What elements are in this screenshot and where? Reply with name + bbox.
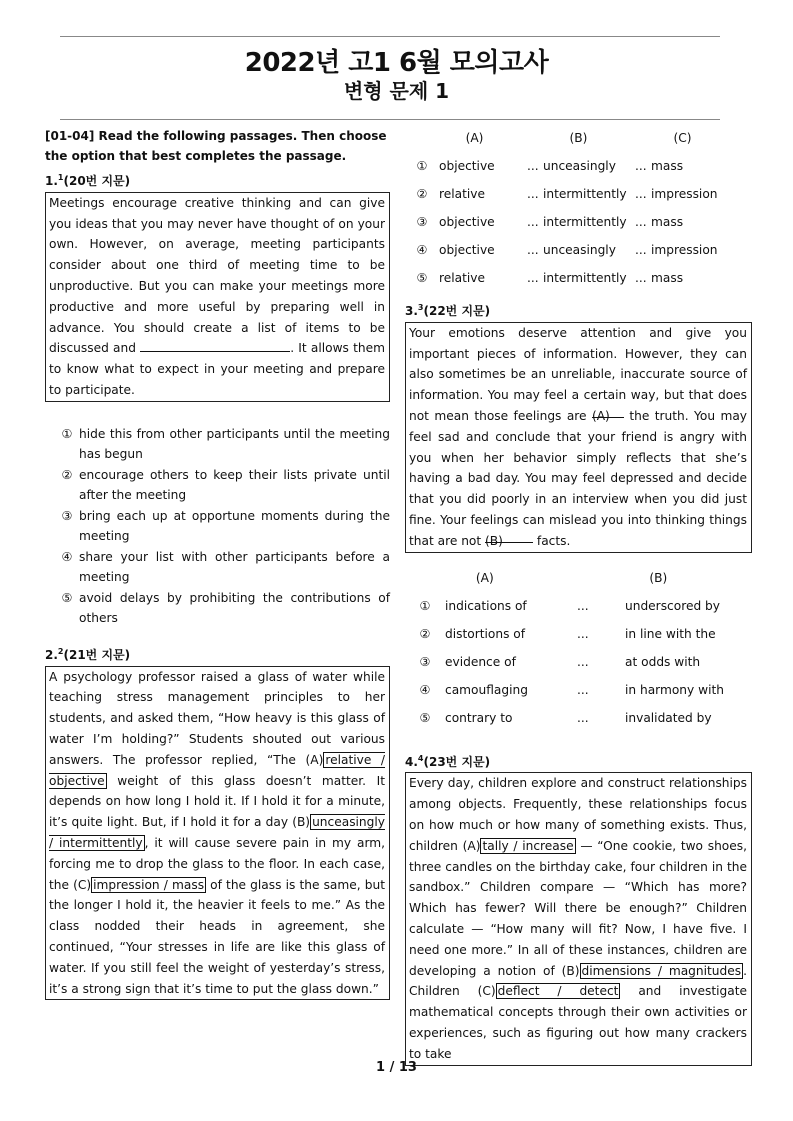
q3-heading: 3.$^3$(22번 지문) xyxy=(405,303,491,318)
option-sep: ... xyxy=(527,214,539,229)
option-sep: ... xyxy=(635,158,647,173)
q4-choice-a-box: tally / increase xyxy=(482,838,574,853)
option-sep: ... xyxy=(635,186,647,201)
top-rule xyxy=(60,36,720,37)
option-c: mass xyxy=(651,158,684,173)
option-number: ③ xyxy=(419,655,431,670)
q4-choice-b-box: dimensions / magnitudes xyxy=(581,963,742,978)
q3-option[interactable] xyxy=(405,677,752,705)
option-b: intermittently xyxy=(543,214,627,229)
q1-options xyxy=(45,424,390,628)
option-b: at odds with xyxy=(625,655,701,670)
option-sep: ... xyxy=(577,711,589,726)
q1-heading: 1.$^1$(20번 지문) xyxy=(45,173,131,188)
option-sep: ... xyxy=(635,242,647,257)
option-number: ③ xyxy=(416,214,428,229)
option-c: impression xyxy=(651,186,718,201)
q3-option[interactable] xyxy=(405,593,752,621)
option-text: avoid delays by prohibiting the contributions of others xyxy=(79,590,390,625)
option-number: ② xyxy=(416,186,428,201)
right-column xyxy=(405,126,752,1066)
q2-passage: A psychology professor raised a glass of water while teaching stress management principles to her students, and asked them, “How heavy is this glass of water I’m holding?” Students shouted out various answers. The professor replied, “The (A) relative / objective weight of this glass doesn’t matter. It depends on how long I hold it. If I hold it for a minute, it’s quite light. But, if I hold it for a day (B) unceasingly / intermittently , it will cause severe pain in my arm, forcing me to drop the glass to the floor. In each case, the (C) impression / mass of the glass is the same, but the longer I hold it, the heavier it feels to me.” As the class nodded their heads in agreement, she continued, “Your stresses in life are like this glass of water. If you still feel the weight of yesterday’s stress, it’s a strong sign that it’s time to put the glass down.” xyxy=(45,666,390,1001)
q3-blank-a: (A) xyxy=(592,406,624,418)
option-sep: ... xyxy=(577,627,589,642)
q1-option[interactable] xyxy=(55,465,390,505)
q2-option[interactable] xyxy=(405,180,752,208)
option-b: in line with the xyxy=(625,627,716,642)
q3-blank-b: (B) xyxy=(485,531,533,543)
option-number: ① xyxy=(419,599,431,614)
option-a: evidence of xyxy=(445,655,516,670)
q2-choice-a-box: relative / objective xyxy=(49,752,386,788)
q2-choice-b-box: unceasingly / intermittently xyxy=(49,815,385,850)
option-b: intermittently xyxy=(543,186,627,201)
left-column xyxy=(45,126,390,1000)
option-c: mass xyxy=(651,214,684,229)
option-a: relative xyxy=(439,270,485,285)
option-number: ③ xyxy=(61,508,73,523)
q2-option[interactable] xyxy=(405,236,752,264)
q3-option[interactable] xyxy=(405,705,752,733)
q2-table-header: (A) (B) (C) xyxy=(465,130,692,145)
q2-options xyxy=(405,152,752,292)
option-a: indications of xyxy=(445,599,527,614)
option-c: impression xyxy=(651,242,718,257)
option-number: ② xyxy=(419,627,431,642)
q2-option[interactable] xyxy=(405,152,752,180)
option-sep: ... xyxy=(577,683,589,698)
option-number: ④ xyxy=(419,683,431,698)
page-title: 2022년 고1 6월 모의고사 xyxy=(244,48,549,78)
option-a: contrary to xyxy=(445,711,513,726)
option-sep: ... xyxy=(527,270,539,285)
option-a: objective xyxy=(439,214,495,229)
option-number: ① xyxy=(416,158,428,173)
option-b: unceasingly xyxy=(543,158,616,173)
header-rule xyxy=(60,119,720,120)
q2-choice-c-box: impression / mass xyxy=(93,877,205,892)
q1-option[interactable] xyxy=(55,506,390,546)
q3-passage: Your emotions deserve attention and give you important pieces of information. However, they can also sometimes be an unreliable, inaccurate source of information. You may feel a certain way, but that does not mean those feelings are (A) the truth. You may feel sad and conclude that your friend is angry with you when her behavior simply reflects that she’s having a bad day. You may feel depressed and decide that you did poorly in an interview when you did just fine. Your feelings can mislead you into thinking things that are not (B) facts. xyxy=(405,322,752,553)
option-text: encourage others to keep their lists private until after the meeting xyxy=(79,467,390,502)
option-text: bring each up at opportune moments during the meeting xyxy=(79,508,390,543)
option-a: relative xyxy=(439,186,485,201)
q1-option[interactable] xyxy=(55,424,390,464)
option-b: invalidated by xyxy=(625,711,712,726)
option-text: share your list with other participants before a meeting xyxy=(79,549,390,584)
option-sep: ... xyxy=(527,242,539,257)
q1-option[interactable] xyxy=(55,588,390,628)
q2-heading: 2.$^2$(21번 지문) xyxy=(45,646,131,662)
q1-option[interactable] xyxy=(55,547,390,587)
q4-passage: Every day, children explore and construct relationships among objects. Frequently, these relationships focus on how much or how many of something exists. Thus, children (A) tally / increase — “One cookie, two shoes, three candles on the birthday cake, four children in the sandbox.” Children compare — “Which has more? Which has fewer? Will there be enough?” Children calculate — “How many will fit? Now, I have five. I need one more.” In all of these instances, children are developing a notion of (B) dimensions / magnitudes . Children (C) deflect / detect and investigate mathematical concepts through their own activities or experiences, such as figuring out how many crackers to take xyxy=(405,772,752,1065)
option-b: in harmony with xyxy=(625,683,724,698)
option-a: objective xyxy=(439,242,495,257)
option-number: ⑤ xyxy=(416,270,428,285)
option-a: distortions of xyxy=(445,627,526,642)
q1-blank xyxy=(140,340,290,352)
option-number: ④ xyxy=(61,549,73,564)
option-sep: ... xyxy=(635,270,647,285)
option-sep: ... xyxy=(635,214,647,229)
option-number: ⑤ xyxy=(419,711,431,726)
q3-option[interactable] xyxy=(405,621,752,649)
option-number: ② xyxy=(61,467,73,482)
option-sep: ... xyxy=(577,655,589,670)
q4-choice-c-box: deflect / detect xyxy=(497,984,619,999)
page-subtitle: 변형 문제 1 xyxy=(343,79,450,103)
q3-options xyxy=(405,593,752,733)
q3-option[interactable] xyxy=(405,649,752,677)
option-b: underscored by xyxy=(625,599,721,614)
option-text: hide this from other participants until the meeting has begun xyxy=(79,426,390,461)
option-number: ① xyxy=(61,426,73,441)
option-sep: ... xyxy=(527,158,539,173)
option-sep: ... xyxy=(527,186,539,201)
option-b: unceasingly xyxy=(543,242,616,257)
q3-table-header: (A) (B) xyxy=(475,571,668,586)
option-a: camouflaging xyxy=(445,683,528,698)
q2-option[interactable] xyxy=(405,264,752,292)
instruction: [01-04] Read the following passages. Then choose the option that best completes the passage. xyxy=(45,129,387,163)
option-b: intermittently xyxy=(543,270,627,285)
option-c: mass xyxy=(651,270,684,285)
page-number: 1 / 13 xyxy=(376,1060,417,1075)
option-a: objective xyxy=(439,158,495,173)
option-number: ④ xyxy=(416,242,428,257)
option-sep: ... xyxy=(577,599,589,614)
q4-heading: 4.$^4$(23번 지문) xyxy=(405,753,491,769)
q2-option[interactable] xyxy=(405,208,752,236)
option-number: ⑤ xyxy=(61,590,73,605)
q1-passage: Meetings encourage creative thinking and can give you ideas that you may never have thought of on your own. However, on average, meeting participants consider about one third of meeting time to be unproductive. But you can make your meetings more productive and more useful by preparing well in advance. You should create a list of items to be discussed and . It allows them to know what to expect in your meeting and prepare to participate. xyxy=(45,192,390,402)
